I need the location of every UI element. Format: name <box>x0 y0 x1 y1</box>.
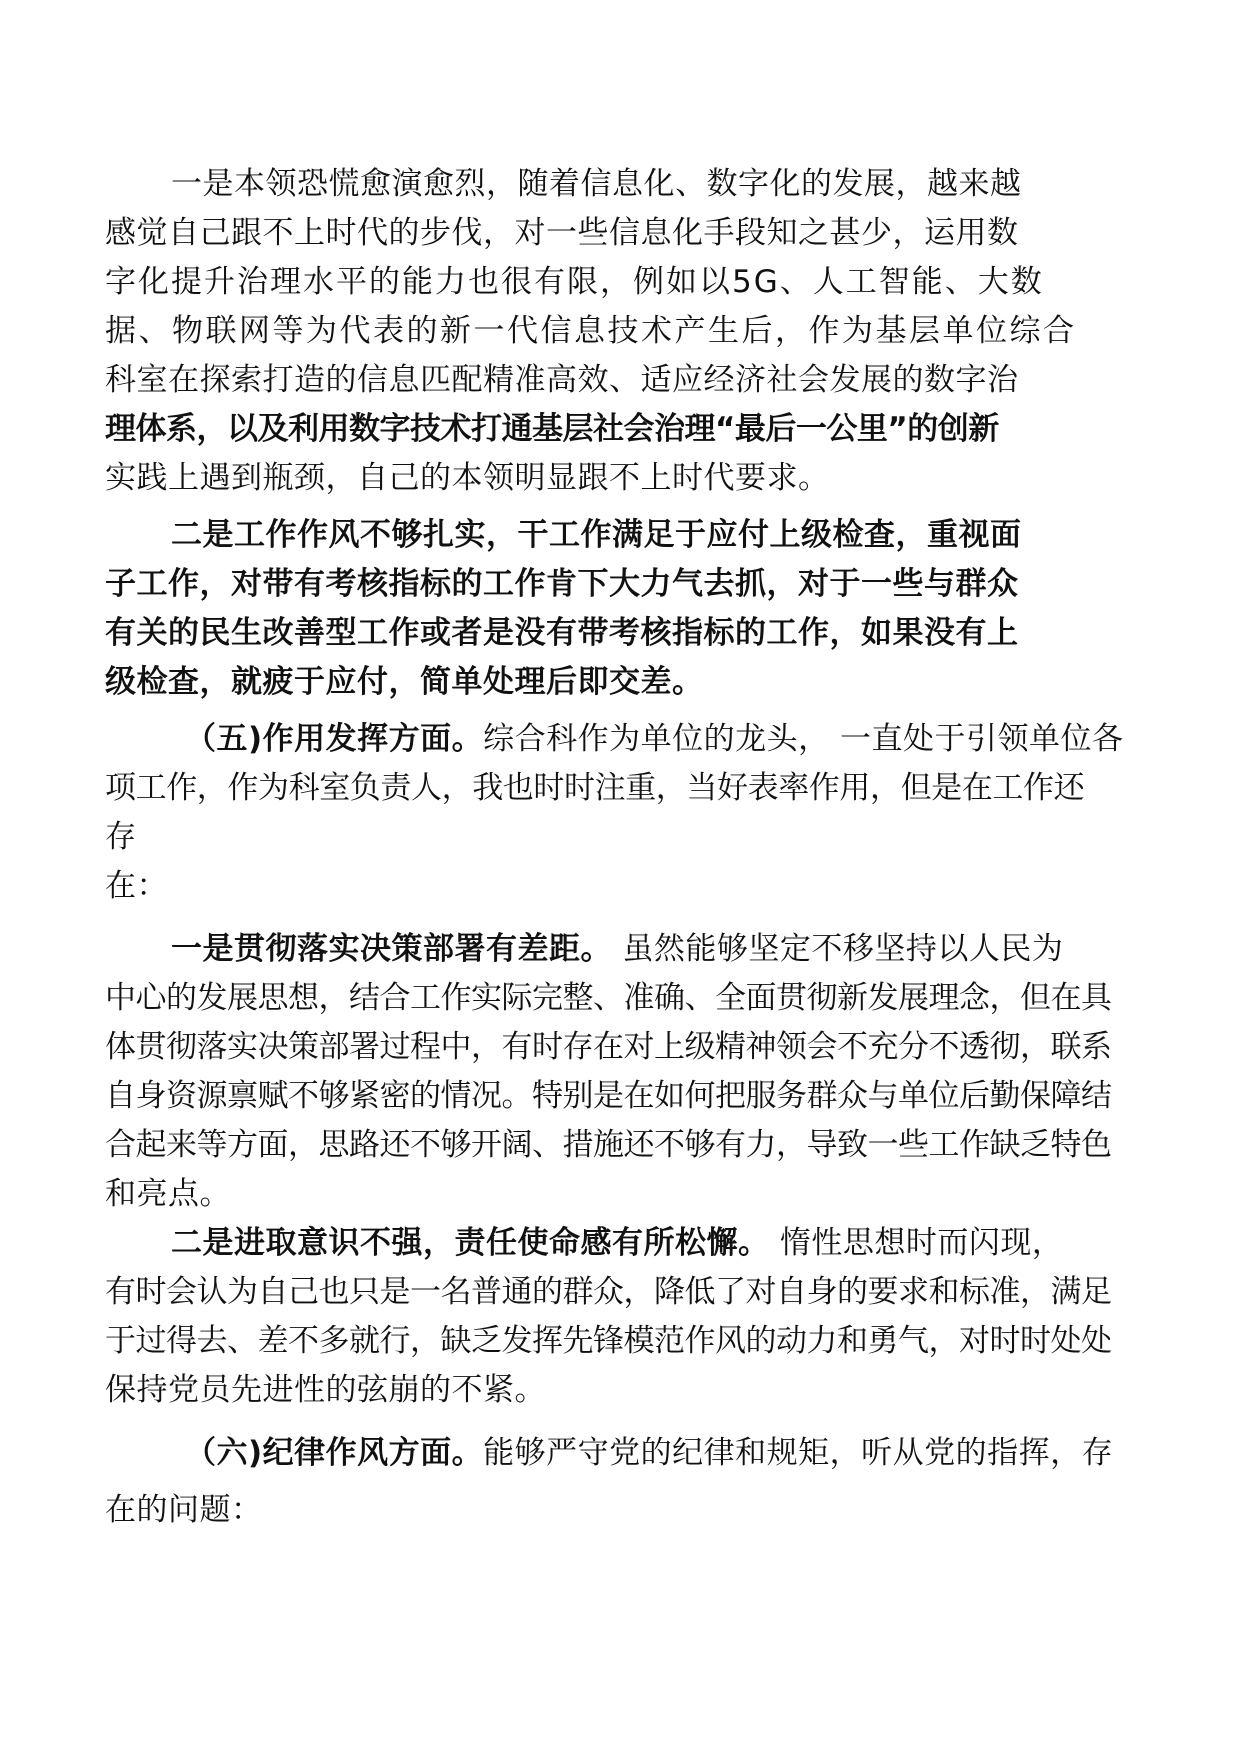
text-line: 实践上遇到瓶颈，自己的本领明显跟不上时代要求。 <box>105 460 830 496</box>
text-line <box>105 1429 1135 1478</box>
text-line-bold: 级检查，就疲于应付，简单处理后即交差。 <box>105 664 704 700</box>
text-line: 感觉自己跟不上时代的步伐，对一些信息化手段知之甚少，运用数 <box>105 215 1019 251</box>
text-line: 保持党员先进性的弦崩的不紧。 <box>105 1372 546 1408</box>
text-line <box>105 715 1135 764</box>
text-line: 在的问题： <box>105 1492 263 1528</box>
text-line-bold: 二是工作作风不够扎实，干工作满足于应付上级检查，重视面 <box>171 517 1022 553</box>
text-line: 和亮点。 <box>105 1176 231 1212</box>
section-heading: （五)作用发挥方面。 <box>185 721 484 757</box>
document-body <box>105 160 1135 1535</box>
section-five-role <box>105 715 1135 911</box>
paragraph-implementation-gap <box>105 925 1135 1219</box>
text-run: 综合科作为单位的龙头， 一直处于引领单位各 <box>483 721 1124 757</box>
text-line: 字化提升治理水平的能力也很有限，例如以5G、人工智能、大数 <box>105 264 1044 300</box>
text-line: 自身资源禀赋不够紧密的情况。特别是在如何把服务群众与单位后勤保障结 <box>105 1078 1112 1114</box>
text-line: 有时会认为自己也只是一名普通的群众，降低了对自身的要求和标准，满足 <box>105 1274 1112 1310</box>
text-line: 科室在探索打造的信息匹配精准高效、适应经济社会发展的数字治 <box>105 362 1019 398</box>
text-line-bold: 有关的民生改善型工作或者是没有带考核指标的工作，如果没有上 <box>105 615 1019 651</box>
text-run: 虽然能够坚定不移坚持以人民为 <box>612 931 1064 967</box>
text-line: 项工作，作为科室负责人，我也时时注重，当好表率作用，但是在工作还 <box>105 770 1085 806</box>
section-heading: （六)纪律作风方面。 <box>185 1435 484 1471</box>
text-line: 在： <box>105 868 168 904</box>
paragraph-initiative <box>105 1219 1135 1415</box>
paragraph-work-style <box>105 511 1135 707</box>
text-line <box>105 925 1135 974</box>
text-line: 据、物联网等为代表的新一代信息技术产生后，作为基层单位综合 <box>105 313 1077 349</box>
text-line: 体贯彻落实决策部署过程中，有时存在对上级精神领会不充分不透彻，联系 <box>105 1029 1112 1065</box>
text-line: 一是本领恐慌愈演愈烈，随着信息化、数字化的发展，越来越 <box>171 166 1022 202</box>
point-heading: 二是进取意识不强，责任使命感有所松懈。 <box>171 1225 770 1261</box>
section-six-discipline <box>105 1429 1135 1535</box>
text-line: 中心的发展思想，结合工作实际完整、准确、全面贯彻新发展理念，但在具 <box>105 980 1112 1016</box>
text-line: 合起来等方面，思路还不够开阔、措施还不够有力，导致一些工作缺乏特色 <box>105 1127 1112 1163</box>
text-line-bold: 理体系，以及利用数字技术打通基层社会治理“最后一公里”的创新 <box>105 411 999 447</box>
text-line: 于过得去、差不多就行，缺乏发挥先锋模范作风的动力和勇气，对时时处处 <box>105 1323 1112 1359</box>
text-run: 能够严守党的纪律和规矩，听从党的指挥，存 <box>483 1435 1114 1471</box>
paragraph-skill-panic <box>105 160 1135 503</box>
text-line <box>105 1219 1135 1268</box>
point-heading: 一是贯彻落实决策部署有差距。 <box>171 931 612 967</box>
text-line: 存 <box>105 819 137 855</box>
text-line-bold: 子工作，对带有考核指标的工作肯下大力气去抓，对于一些与群众 <box>105 566 1019 602</box>
text-run: 惰性思想时而闪现， <box>769 1225 1064 1261</box>
